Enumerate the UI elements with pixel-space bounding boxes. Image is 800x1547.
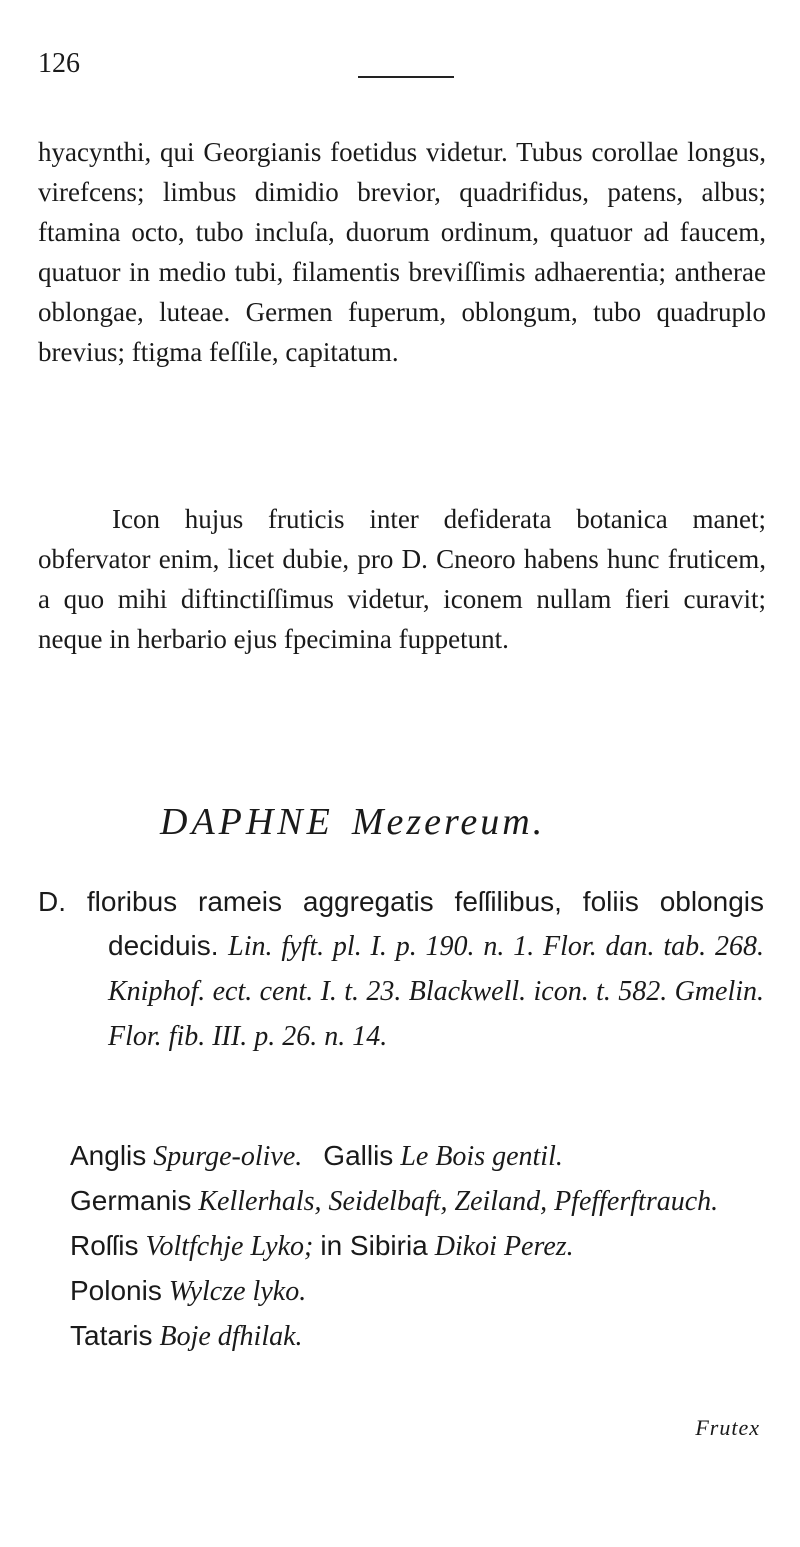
vernacular-name: Kellerhals, Seidelbaft, Zeiland, Pfefferftrauch.	[198, 1186, 719, 1217]
vernacular-name-entry	[70, 1179, 770, 1224]
language-label: in Sibiria	[320, 1230, 428, 1261]
header-rule	[358, 76, 454, 78]
vernacular-name: Le Bois gentil.	[400, 1141, 563, 1172]
diagnosis-references: Lin. fyft. pl. I. p. 190. n. 1. Flor. dan. tab. 268. Kniphof. ect. cent. I. t. 23. Blackwell. icon. t. 582. Gmelin. Flor. fib. III. p. 26. n. 14.	[108, 931, 764, 1052]
diagnosis-text: D. floribus rameis aggregatis feſſilibus, foliis oblongis deciduis.	[38, 886, 764, 961]
genus-name: DAPHNE	[160, 801, 334, 843]
language-label: Polonis	[70, 1275, 162, 1306]
vernacular-name-entry	[70, 1224, 770, 1269]
language-label: Roſſis	[70, 1230, 139, 1261]
language-label: Germanis	[70, 1185, 192, 1216]
vernacular-name-entry	[70, 1269, 770, 1314]
vernacular-name: Wylcze lyko.	[168, 1276, 307, 1307]
vernacular-name: Dikoi Perez.	[434, 1231, 574, 1262]
species-diagnosis	[38, 880, 764, 1059]
icon-note-paragraph: Icon hujus fruticis inter defiderata botanica manet; obfervator enim, licet dubie, pro D. Cneoro habens hunc fruticem, a quo mihi diftinctiſſimus videtur, iconem nullam fieri curavit; neque in herbario ejus fpecimina fuppetunt.	[38, 504, 766, 654]
vernacular-name: Spurge-olive.	[153, 1141, 303, 1172]
vernacular-name: Voltfchje Lyko;	[145, 1231, 314, 1262]
vernacular-name-entry	[70, 1134, 770, 1179]
vernacular-names-list	[70, 1134, 770, 1359]
language-label: Tataris	[70, 1320, 153, 1351]
species-heading	[160, 800, 545, 844]
page-number: 126	[38, 48, 80, 79]
catchword: Frutex	[695, 1415, 760, 1440]
language-label: Gallis	[323, 1140, 394, 1171]
species-name: Mezereum.	[351, 801, 546, 843]
language-label: Anglis	[70, 1140, 147, 1171]
description-paragraph: hyacynthi, qui Georgianis foetidus videtur. Tubus corollae longus, virefcens; limbus dimidio brevior, quadrifidus, patens, albus; ftamina octo, tubo incluſa, duorum ordinum, quatuor ad faucem, quatuor in medio tubi, filamentis breviſſimis adhaerentia; antherae oblongae, luteae. Germen fuperum, oblongum, tubo quadruplo brevius; ftigma feſſile, capitatum.	[38, 137, 766, 367]
vernacular-name-entry	[70, 1314, 770, 1359]
vernacular-name: Boje dfhilak.	[159, 1321, 303, 1352]
